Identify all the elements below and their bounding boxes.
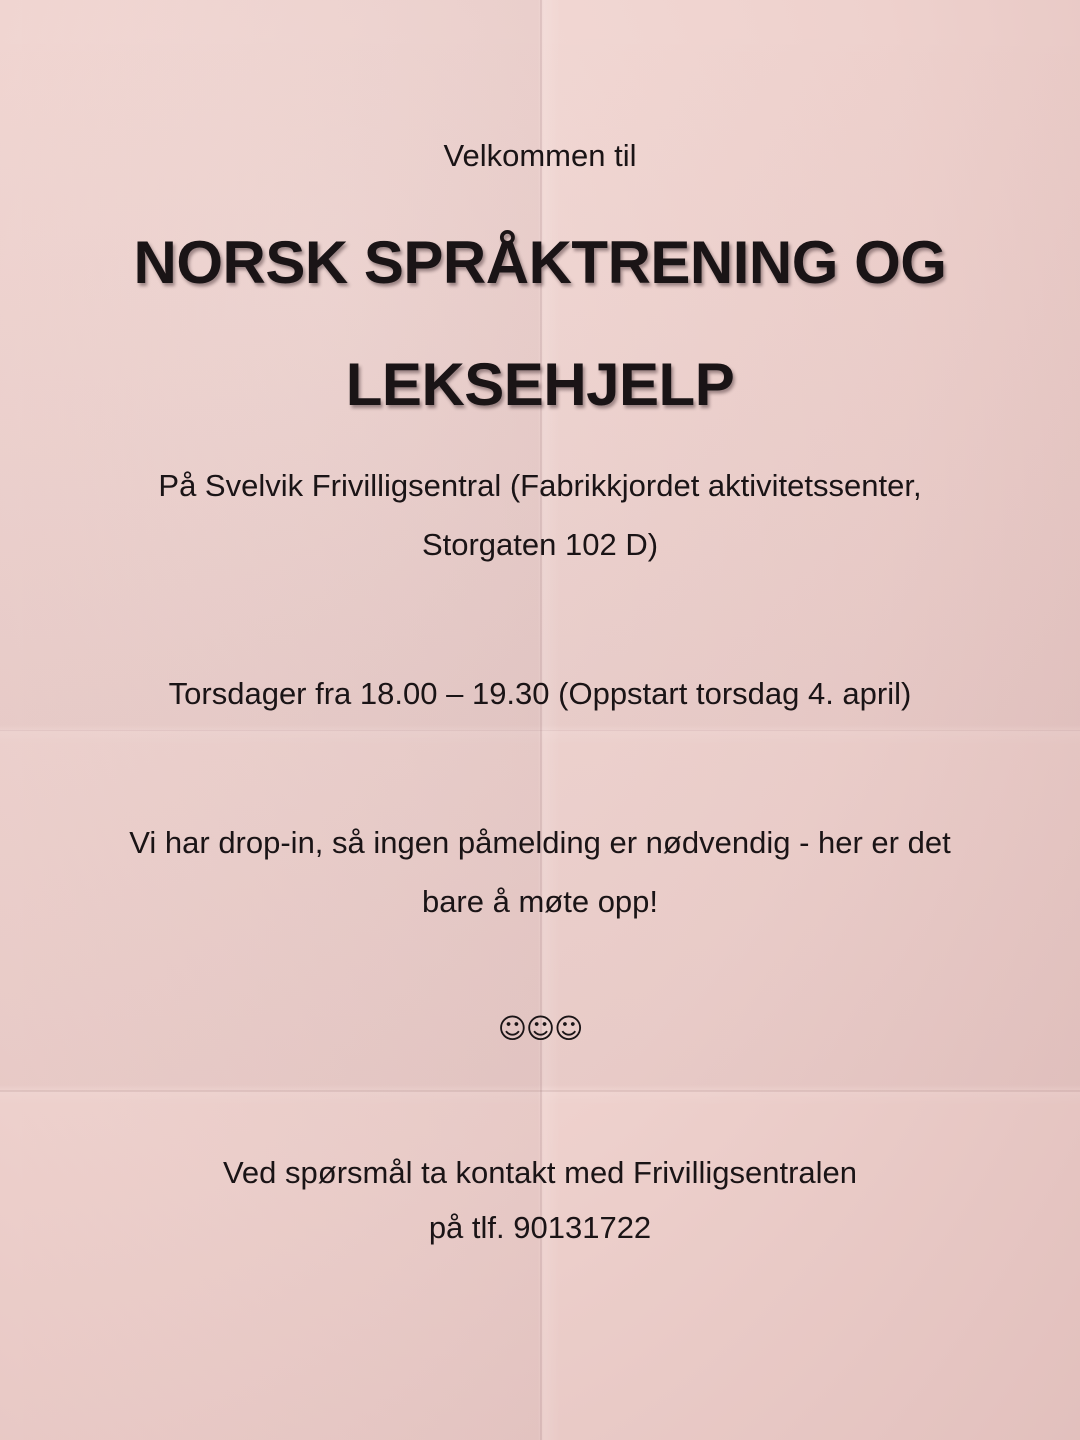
contact-line-1: Ved spørsmål ta kontakt med Frivilligsentralen: [222, 1155, 858, 1190]
title-line-2: LEKSEHJELP: [345, 351, 735, 418]
dropin-line-2: bare å møte opp!: [421, 884, 659, 919]
location-line-2: Storgaten 102 D): [421, 527, 659, 562]
dropin-line-1: Vi har drop-in, så ingen påmelding er nødvendig - her er det: [129, 825, 951, 860]
paper-fold-horizontal-upper: [0, 730, 1080, 731]
paper-fold-horizontal-lower: [0, 1090, 1080, 1092]
welcome-text: Velkommen til: [443, 138, 637, 173]
title-line-1: NORSK SPRÅKTRENING OG: [133, 229, 947, 296]
smiley-icons: ☺☺☺: [497, 1012, 583, 1045]
contact-phone-line: på tlf. 90131722: [428, 1210, 652, 1245]
schedule-text: Torsdager fra 18.00 – 19.30 (Oppstart torsdag 4. april): [168, 676, 912, 711]
location-line-1: På Svelvik Frivilligsentral (Fabrikkjordet aktivitetssenter,: [158, 468, 922, 503]
